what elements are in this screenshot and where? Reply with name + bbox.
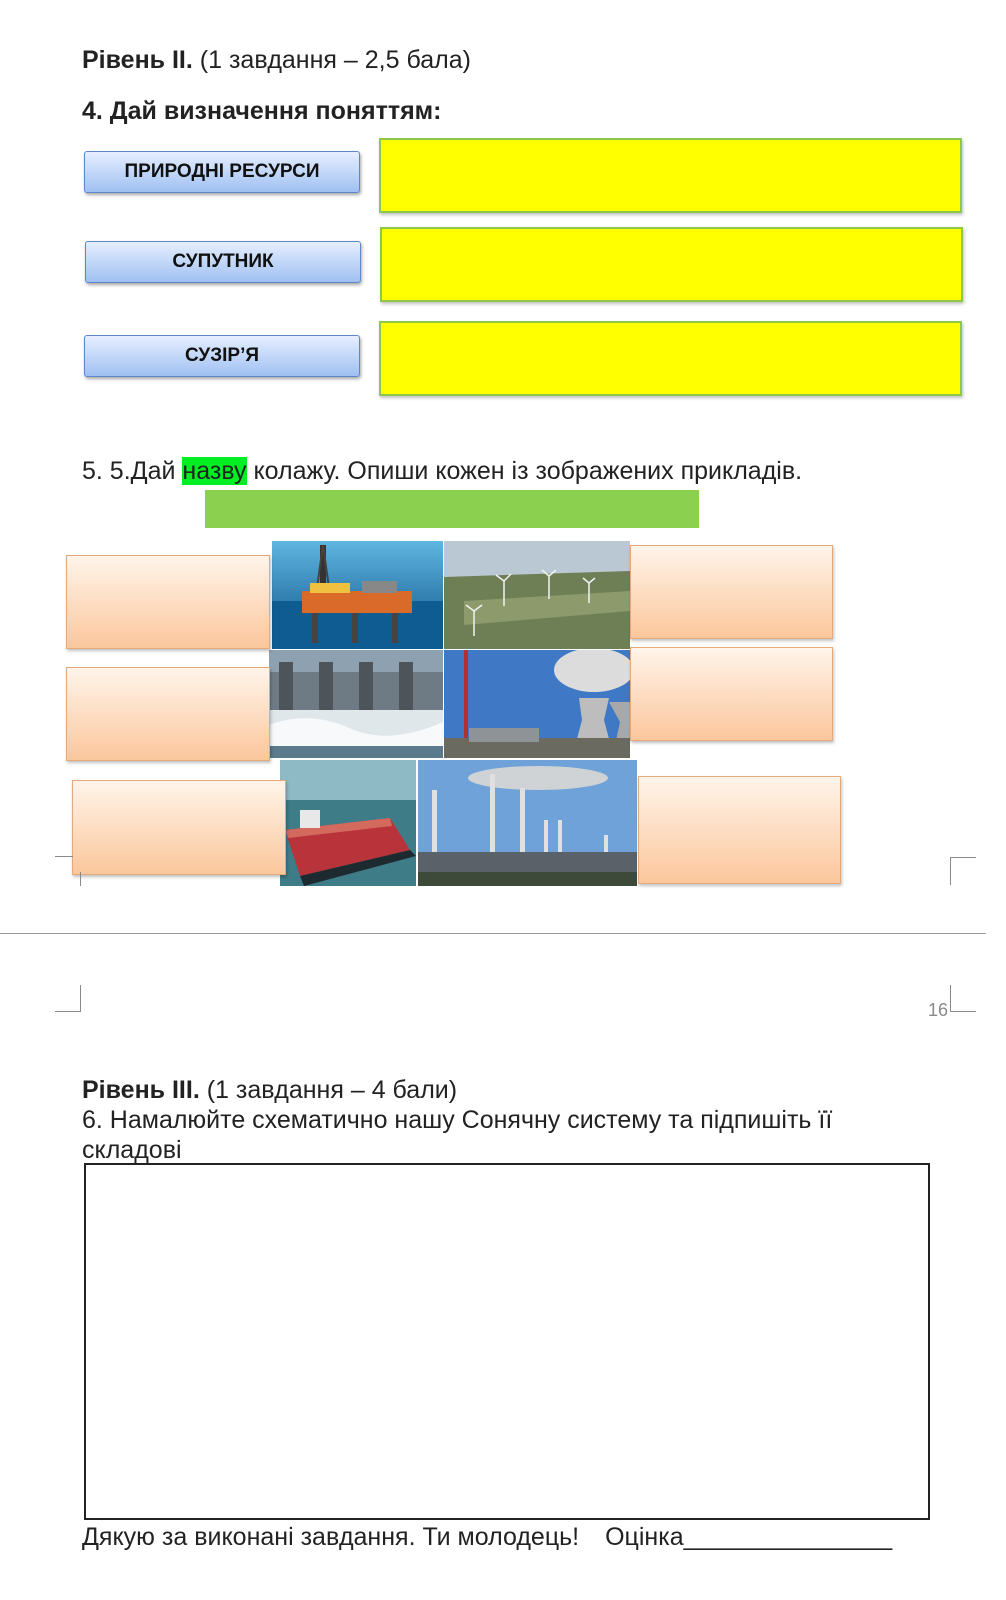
tanker-ship-photo <box>280 760 416 886</box>
definition-box-constellation[interactable] <box>379 321 962 396</box>
term-constellation: СУЗІР’Я <box>84 335 360 377</box>
corner-mark <box>80 985 81 1011</box>
task-4-heading: 4. Дай визначення поняттям: <box>82 97 442 125</box>
grade-field[interactable]: Оцінка_______________ <box>605 1523 893 1551</box>
corner-mark <box>950 857 951 885</box>
level-3-title: Рівень ІІІ. (1 завдання – 4 бали) <box>82 1076 458 1104</box>
term-satellite: СУПУТНИК <box>85 241 361 283</box>
highlighted-word: назву <box>182 457 247 485</box>
task-6-line-1: 6. Намалюйте схематично нашу Сонячну систему та підпишіть її <box>82 1106 833 1134</box>
answer-box-3[interactable] <box>66 667 270 761</box>
thanks-text: Дякую за виконані завдання. Ти молодець! <box>82 1523 580 1551</box>
page-break-line <box>0 933 986 934</box>
term-natural-resources: ПРИРОДНІ РЕСУРСИ <box>84 151 360 193</box>
corner-mark <box>950 985 951 1011</box>
answer-box-2[interactable] <box>630 545 833 639</box>
hydro-dam-photo <box>269 650 443 758</box>
corner-mark <box>950 1011 976 1012</box>
oil-platform-photo <box>272 541 443 649</box>
definition-box-satellite[interactable] <box>380 227 963 302</box>
wind-farm-photo <box>444 541 630 649</box>
corner-mark <box>55 1011 81 1012</box>
cooling-towers-photo <box>444 650 630 758</box>
thermal-power-plant-photo <box>418 760 637 886</box>
page-number: 16 <box>928 1000 949 1020</box>
answer-box-5[interactable] <box>72 780 286 875</box>
answer-box-4[interactable] <box>630 647 833 741</box>
level-2-title: Рівень ІІ. (1 завдання – 2,5 бала) <box>82 46 471 74</box>
task-6-line-2: складові <box>82 1136 182 1164</box>
corner-mark <box>80 872 81 886</box>
task-5-instruction: 5. 5.Дай назву колажу. Опиши кожен із зображених прикладів. <box>82 457 803 485</box>
drawing-area[interactable] <box>84 1163 930 1520</box>
answer-box-1[interactable] <box>66 555 270 649</box>
corner-mark <box>950 857 976 858</box>
answer-box-6[interactable] <box>638 776 841 884</box>
collage-title-box[interactable] <box>205 490 699 528</box>
definition-box-natural-resources[interactable] <box>379 138 962 213</box>
closing-line <box>82 1522 892 1552</box>
corner-mark <box>55 856 73 857</box>
